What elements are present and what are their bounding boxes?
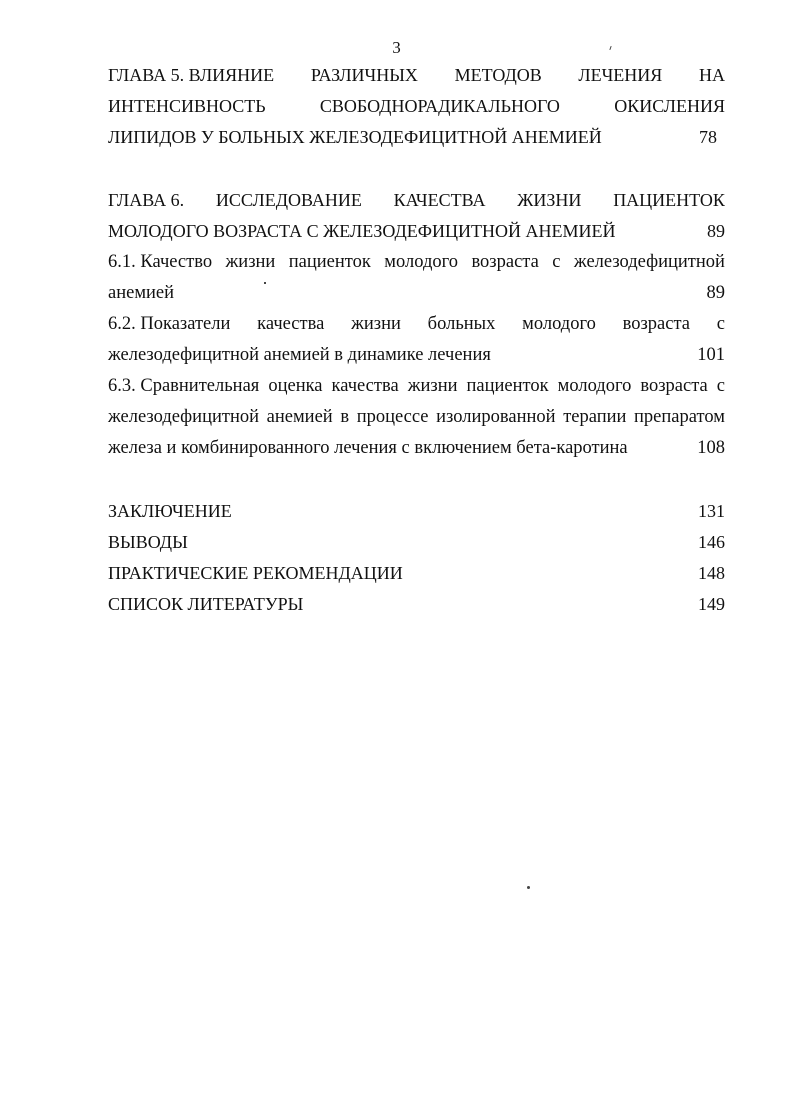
section-6-3-line-3 xyxy=(108,433,725,464)
word: ПАЦИЕНТОК xyxy=(613,190,725,210)
toc-entry-title: ВЫВОДЫ xyxy=(108,532,188,552)
word: жизни xyxy=(407,376,458,396)
toc-entry-chapter-5[interactable] xyxy=(108,60,725,153)
scan-speck xyxy=(527,886,530,889)
word: железодефицитной xyxy=(573,252,725,272)
word: пациенток xyxy=(466,376,549,396)
spacer xyxy=(108,153,725,185)
section-6-3-line-1 xyxy=(108,371,725,402)
toc-entry-title: ПРАКТИЧЕСКИЕ РЕКОМЕНДАЦИИ xyxy=(108,563,403,583)
toc-entry-page: 148 xyxy=(698,563,725,583)
word: возраста xyxy=(622,314,690,334)
chapter-5-line-1 xyxy=(108,60,725,91)
section-6-2-line-1 xyxy=(108,309,725,340)
section-6-1-line-2 xyxy=(108,278,725,309)
word: молодого xyxy=(384,252,458,272)
toc-entry-recommendations[interactable] xyxy=(108,558,725,589)
toc-entry-title: ЗАКЛЮЧЕНИЕ xyxy=(108,501,232,521)
word: 6.3. Сравнительная xyxy=(108,376,260,396)
word: НА xyxy=(698,65,725,85)
word: ГЛАВА 5. ВЛИЯНИЕ xyxy=(108,65,275,85)
word: возраста xyxy=(471,252,539,272)
chapter-5-page: 78 xyxy=(699,127,717,147)
word: с xyxy=(716,314,725,334)
chapter-6-line-1 xyxy=(108,185,725,216)
word: МЕТОДОВ xyxy=(454,65,542,85)
section-6-3-title-end: железа и комбинированного лечения с включением бета-каротина xyxy=(108,438,628,458)
section-6-3-line-2 xyxy=(108,402,725,433)
word: ЛЕЧЕНИЯ xyxy=(578,65,663,85)
word: в xyxy=(340,407,350,427)
word: СВОБОДНОРАДИКАЛЬНОГО xyxy=(319,96,560,116)
toc-entry-title: СПИСОК ЛИТЕРАТУРЫ xyxy=(108,594,304,614)
section-6-1-page: 89 xyxy=(706,283,725,303)
chapter-5-line-3 xyxy=(108,122,725,153)
toc-entry-section-6-1[interactable] xyxy=(108,247,725,309)
toc-entry-section-6-2[interactable] xyxy=(108,309,725,371)
toc-entry-conclusion[interactable] xyxy=(108,496,725,527)
chapter-6-page: 89 xyxy=(707,221,725,241)
section-6-2-page: 101 xyxy=(697,345,725,365)
word: терапии xyxy=(563,407,627,427)
word: 6.2. Показатели xyxy=(108,314,231,334)
section-6-2-line-2 xyxy=(108,340,725,371)
toc-entry-chapter-6[interactable] xyxy=(108,185,725,247)
word: с xyxy=(552,252,561,272)
word: оценка xyxy=(268,376,323,396)
section-6-2-title-end: железодефицитной анемией в динамике лечения xyxy=(108,345,491,365)
word: процессе xyxy=(356,407,429,427)
word: с xyxy=(716,376,725,396)
word: ЖИЗНИ xyxy=(517,190,582,210)
word: ИНТЕНСИВНОСТЬ xyxy=(108,96,266,116)
page-number: 3 xyxy=(392,38,401,57)
word: железодефицитной xyxy=(108,407,260,427)
word: качества xyxy=(257,314,325,334)
word: препаратом xyxy=(634,407,725,427)
word: анемией xyxy=(266,407,333,427)
word: молодого xyxy=(557,376,632,396)
section-6-1-title-end: анемией xyxy=(108,283,175,303)
section-6-1-line-1 xyxy=(108,247,725,278)
word: ОКИСЛЕНИЯ xyxy=(614,96,725,116)
toc-entry-page: 146 xyxy=(698,532,725,552)
word: качества xyxy=(331,376,399,396)
word: РАЗЛИЧНЫХ xyxy=(310,65,418,85)
spacer xyxy=(108,464,725,496)
word: изолированной xyxy=(436,407,556,427)
toc-entry-page: 131 xyxy=(698,501,725,521)
word: ГЛАВА 6. xyxy=(108,190,185,210)
word: пациенток xyxy=(288,252,371,272)
word: 6.1. Качество xyxy=(108,252,213,272)
section-6-3-page: 108 xyxy=(697,438,725,458)
word: молодого xyxy=(522,314,596,334)
word: больных xyxy=(427,314,496,334)
toc-entry-findings[interactable] xyxy=(108,527,725,558)
word: ИССЛЕДОВАНИЕ xyxy=(215,190,362,210)
chapter-5-title-end: ЛИПИДОВ У БОЛЬНЫХ ЖЕЛЕЗОДЕФИЦИТНОЙ АНЕМИЕЙ xyxy=(108,127,602,147)
word: возраста xyxy=(640,376,708,396)
toc-entry-page: 149 xyxy=(698,594,725,614)
chapter-6-line-2 xyxy=(108,216,725,247)
word: жизни xyxy=(225,252,276,272)
word: жизни xyxy=(351,314,401,334)
word: КАЧЕСТВА xyxy=(393,190,486,210)
toc-entry-section-6-3[interactable] xyxy=(108,371,725,464)
toc-entry-references[interactable] xyxy=(108,589,725,620)
chapter-5-line-2 xyxy=(108,91,725,122)
chapter-6-title-end: МОЛОДОГО ВОЗРАСТА С ЖЕЛЕЗОДЕФИЦИТНОЙ АНЕМИЕЙ xyxy=(108,221,616,241)
table-of-contents xyxy=(108,60,725,620)
